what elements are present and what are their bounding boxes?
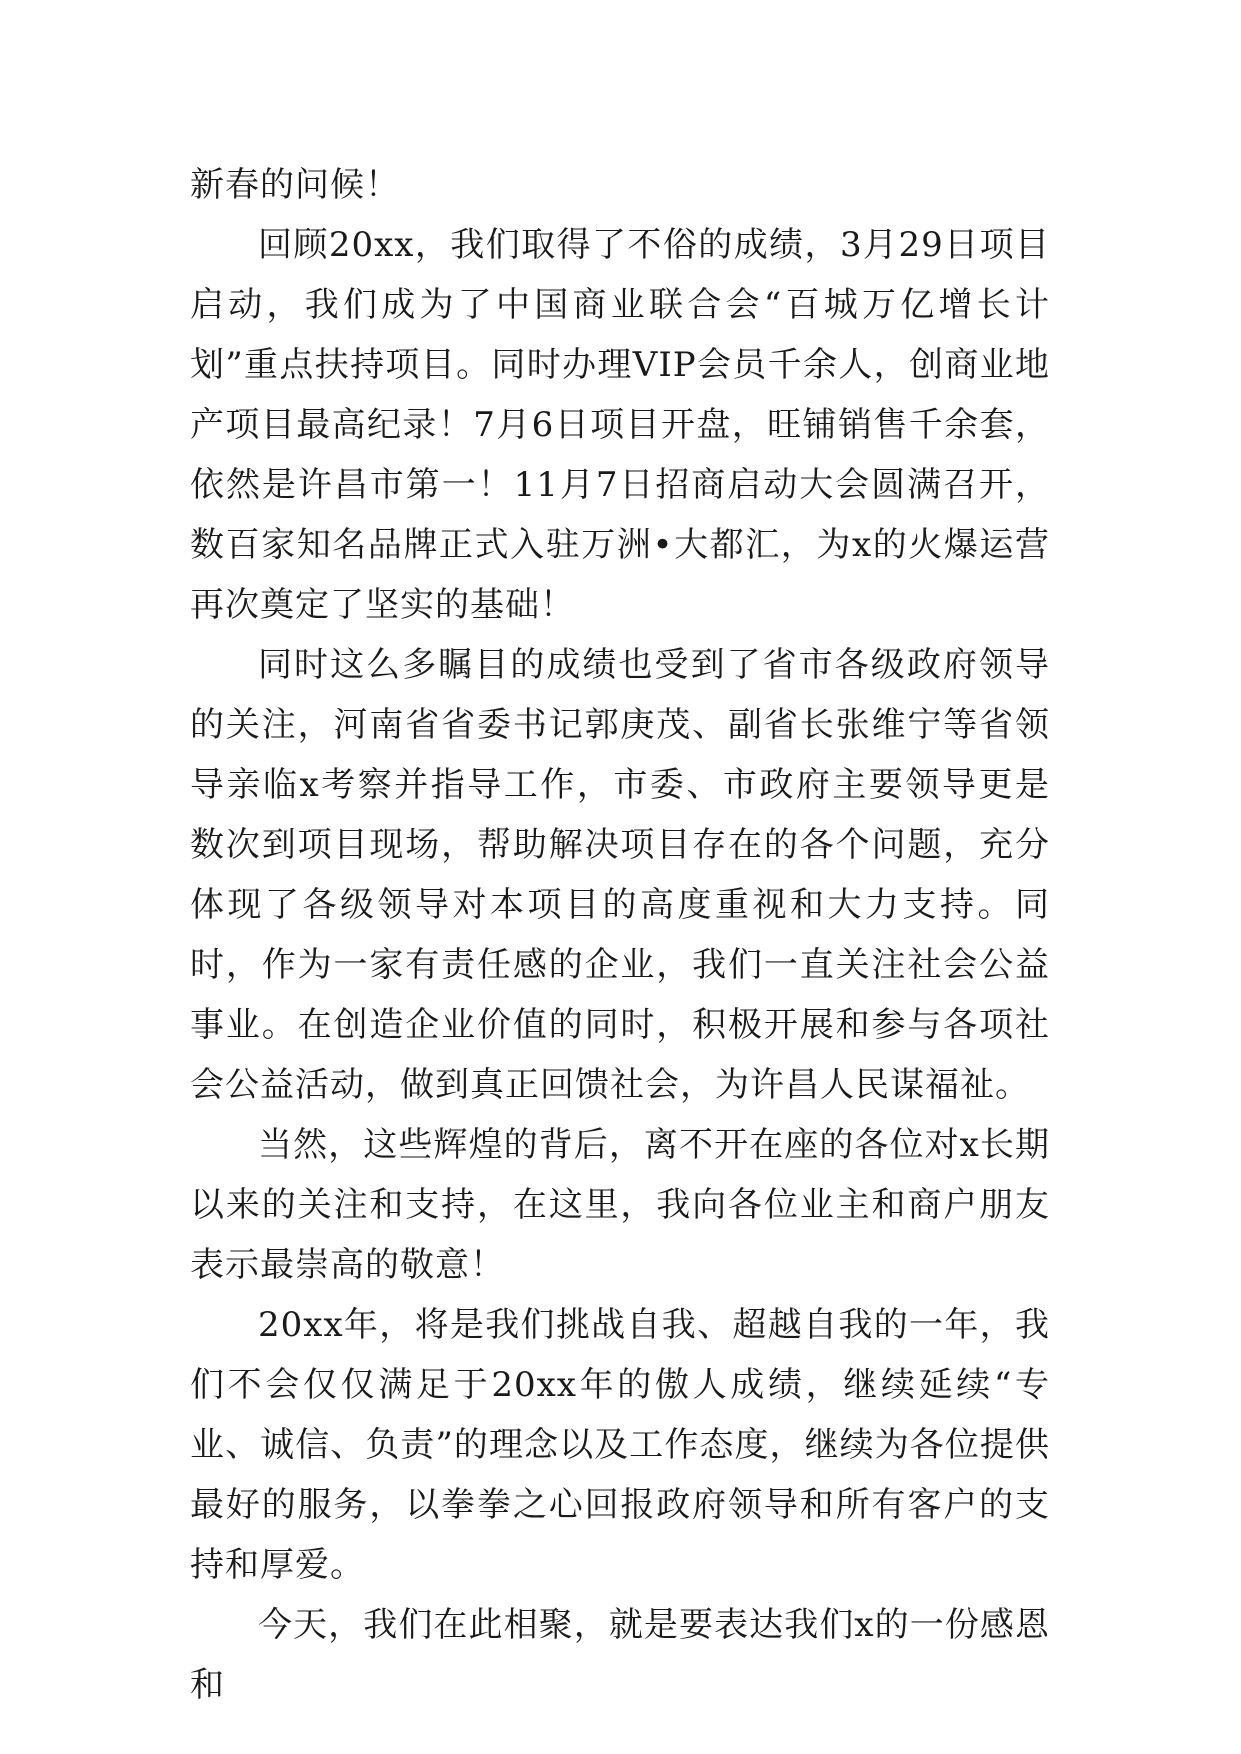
paragraph-2: 回顾20xx，我们取得了不俗的成绩，3月29日项目启动，我们成为了中国商业联合会“百城万亿增长计划”重点扶持项目。同时办理VIP会员千余人，创商业地产项目最高纪录！7月6日项目开盘，旺铺销售千余套，依然是许昌市第一！11月7日招商启动大会圆满召开，数百家知名品牌正式入驻万洲•大都汇，为x的火爆运营再次奠定了坚实的基础！	[190, 225, 1050, 625]
document-body	[190, 155, 1050, 1715]
paragraph-6: 今天，我们在此相聚，就是要表达我们x的一份感恩和	[190, 1605, 1050, 1705]
paragraph-1: 新春的问候！	[190, 165, 400, 205]
paragraph-5: 20xx年，将是我们挑战自我、超越自我的一年，我们不会仅仅满足于20xx年的傲人成绩，继续延续“专业、诚信、负责”的理念以及工作态度，继续为各位提供最好的服务，以拳拳之心回报政府领导和所有客户的支持和厚爱。	[190, 1305, 1050, 1585]
paragraph-4: 当然，这些辉煌的背后，离不开在座的各位对x长期以来的关注和支持，在这里，我向各位业主和商户朋友表示最崇高的敬意！	[190, 1125, 1050, 1285]
paragraph-3: 同时这么多瞩目的成绩也受到了省市各级政府领导的关注，河南省省委书记郭庚茂、副省长张维宁等省领导亲临x考察并指导工作，市委、市政府主要领导更是数次到项目现场，帮助解决项目存在的各个问题，充分体现了各级领导对本项目的高度重视和大力支持。同时，作为一家有责任感的企业，我们一直关注社会公益事业。在创造企业价值的同时，积极开展和参与各项社会公益活动，做到真正回馈社会，为许昌人民谋福祉。	[190, 645, 1050, 1105]
